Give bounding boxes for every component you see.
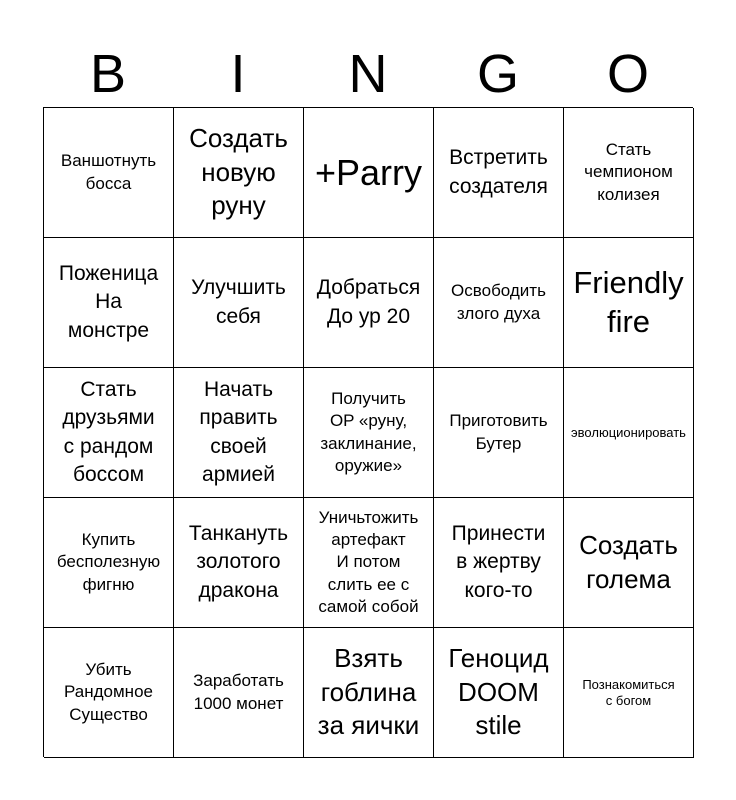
cell-text: Убить Рандомное Существо <box>64 660 153 724</box>
cell-text: Заработать 1000 монет <box>193 671 284 713</box>
bingo-cell[interactable] <box>174 238 304 368</box>
cell-text: Взять гоблина за яички <box>317 642 420 741</box>
header-letter-i: I <box>230 44 246 104</box>
cell-text: Приготовить Бутер <box>449 411 548 453</box>
bingo-cell[interactable] <box>174 628 304 758</box>
bingo-cell[interactable] <box>434 498 564 628</box>
bingo-cell[interactable] <box>304 238 434 368</box>
cell-text: Освободить злого духа <box>451 281 546 323</box>
header-letter-b: B <box>89 44 127 104</box>
bingo-cell[interactable] <box>304 628 434 758</box>
cell-text: эволюционировать <box>571 424 686 440</box>
bingo-grid <box>43 107 693 757</box>
cell-text: Уничьтожить артефакт И потом слить ее с самой собой <box>318 508 419 616</box>
cell-text: Создать новую руну <box>189 122 288 221</box>
bingo-cell[interactable] <box>434 108 564 238</box>
bingo-cell[interactable] <box>304 498 434 628</box>
cell-text: Создать голема <box>579 529 678 594</box>
cell-text: Поженица На монстре <box>58 261 159 342</box>
bingo-cell[interactable] <box>434 368 564 498</box>
cell-text: Friendly fire <box>573 264 684 339</box>
cell-text: Улучшить себя <box>191 276 286 328</box>
cell-text: Стать чемпионом колизея <box>584 140 673 204</box>
bingo-cell[interactable] <box>564 368 694 498</box>
bingo-cell[interactable] <box>44 368 174 498</box>
cell-text: Познакомиться с богом <box>582 676 675 708</box>
bingo-cell[interactable] <box>174 368 304 498</box>
bingo-cell[interactable] <box>44 498 174 628</box>
cell-text: Купить бесполезную фигню <box>56 530 161 594</box>
cell-text: Начать править своей армией <box>199 377 278 486</box>
bingo-cell[interactable] <box>304 108 434 238</box>
header-letter-o: O <box>606 44 649 104</box>
bingo-cell[interactable] <box>564 108 694 238</box>
cell-text: Добраться До ур 20 <box>316 276 421 328</box>
bingo-cell[interactable] <box>174 108 304 238</box>
bingo-cell[interactable] <box>44 108 174 238</box>
cell-text: Встретить создателя <box>449 146 548 198</box>
bingo-cell[interactable] <box>434 628 564 758</box>
header-letter-n: N <box>348 44 388 104</box>
bingo-cell[interactable] <box>564 238 694 368</box>
cell-text: Геноцид DOOM stile <box>448 642 549 741</box>
cell-text: Танкануть золотого дракона <box>188 521 289 602</box>
cell-text: Стать друзьями с рандом боссом <box>62 377 155 486</box>
bingo-cell[interactable] <box>564 498 694 628</box>
bingo-cell[interactable] <box>44 238 174 368</box>
bingo-cell[interactable] <box>434 238 564 368</box>
cell-text: Принести в жертву кого-то <box>451 521 546 602</box>
bingo-header <box>43 40 693 108</box>
cell-text: +Parry <box>314 151 423 193</box>
header-letter-g: G <box>476 44 519 104</box>
bingo-cell[interactable] <box>44 628 174 758</box>
bingo-cell[interactable] <box>174 498 304 628</box>
bingo-cell[interactable] <box>304 368 434 498</box>
bingo-cell[interactable] <box>564 628 694 758</box>
cell-text: Получить OP «руну, заклинание, оружие» <box>320 389 417 475</box>
cell-text: Ваншотнуть босса <box>60 151 157 193</box>
